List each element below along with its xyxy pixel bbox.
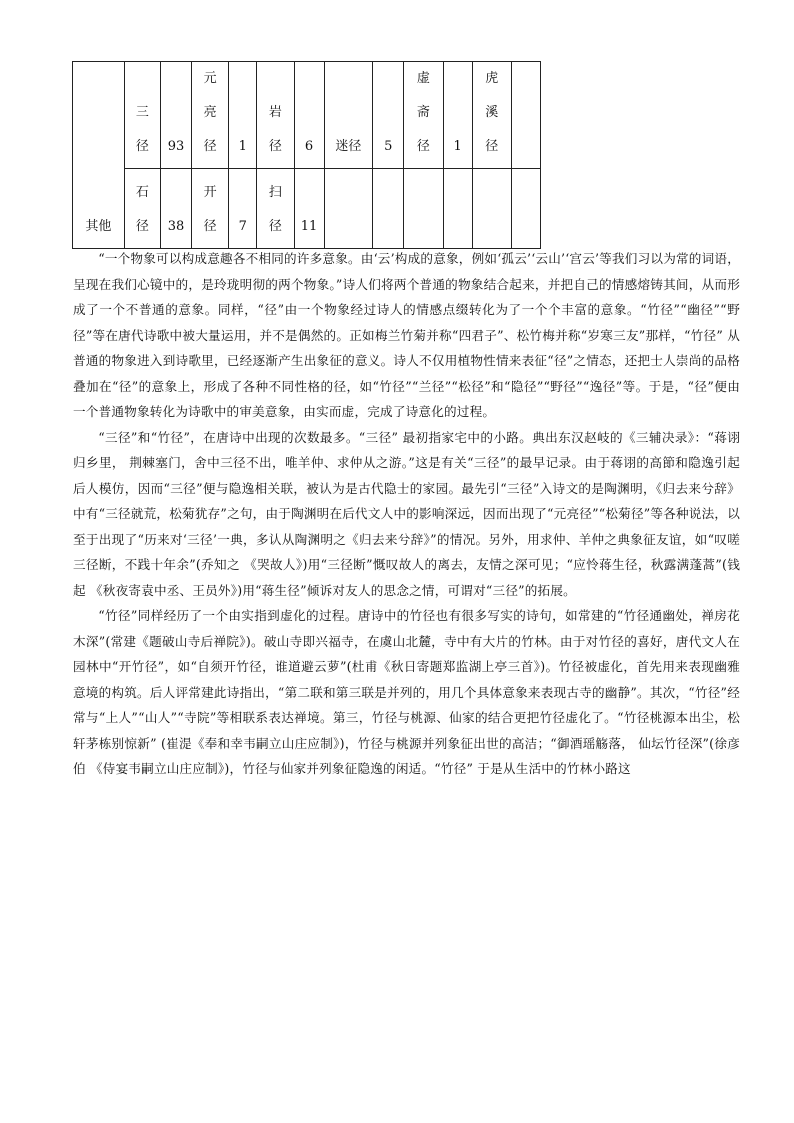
term-cell: 岩 径 — [257, 62, 294, 169]
empty-cell — [511, 169, 540, 249]
paragraph-1: “一个物象可以构成意趣各不相同的许多意象。由‘云’构成的意象，例如‘孤云’‘云山’‘宫云’等我们习以为常的词语，呈现在我们心镜中的，是玲珑明彻的两个物象。”诗人们将两个普通的物象结合起来，并把自己的情感熔铸其间，从而形成了一个不普通的意象。同样，“径”由一个物象经过诗人的情感点缀转化为了一个个丰富的意象。“竹径”“幽径”“野径”等在唐代诗歌中被大量运用，并不是偶然的。正如梅兰竹菊并称“四君子”、松竹梅并称“岁寒三友”那样，“竹径” 从普通的物象进入到诗歌里，已经逐渐产生出象征的意义。诗人不仅用植物性情来表征“径”之情态，还把士人崇尚的品格叠加在“径”的意象上，形成了各种不同性格的径，如“竹径”“兰径”“松径”和“隐径”“野径”“逸径”等。于是，“径”便由一个普通物象转化为诗歌中的审美意象，由实而虚，完成了诗意化的过程。 — [73, 251, 740, 419]
count-cell: 7 — [229, 169, 257, 249]
count-cell: 1 — [443, 62, 472, 169]
count-cell: 38 — [161, 169, 192, 249]
empty-cell — [324, 169, 373, 249]
empty-cell — [443, 169, 472, 249]
path-frequency-table — [72, 61, 541, 249]
count-cell: 93 — [161, 62, 192, 169]
term-cell: 虚 斋 径 — [404, 62, 443, 169]
count-cell: 6 — [294, 62, 324, 169]
table-row — [73, 62, 541, 169]
empty-cell — [472, 169, 511, 249]
term-cell: 石 径 — [124, 169, 160, 249]
count-cell — [511, 62, 540, 169]
empty-cell — [373, 169, 404, 249]
count-cell: 1 — [229, 62, 257, 169]
paragraph-3: “竹径”同样经历了一个由实指到虚化的过程。唐诗中的竹径也有很多写实的诗句，如常建的“竹径通幽处，禅房花木深”(常建《题破山寺后禅院》)。破山寺即兴福寺，在虞山北麓，寺中有大片的竹林。由于对竹径的喜好，唐代文人在园林中“开竹径”，如“自须开竹径，谁道避云萝”(杜甫《秋日寄题郑监湖上亭三首》)。竹径被虚化，首先用来表现幽雅意境的构筑。后人评常建此诗指出，“第二联和第三联是并列的，用几个具体意象来表现古寺的幽静”。其次，“竹径”经常与“上人”“山人”“寺院”等相联系表达禅境。第三，竹径与桃源、仙家的结合更把竹径虚化了。“竹径桃源本出尘，松轩茅栋别惊新” (崔湜《奉和幸韦嗣立山庄应制》)，竹径与桃源并列象征出世的高洁；“御酒瑶觞落， 仙坛竹径深”(徐彦伯 《侍宴韦嗣立山庄应制》)，竹径与仙家并列象征隐逸的闲适。“竹径” 于是从生活中的竹林小路这 — [73, 608, 740, 776]
article-body — [73, 246, 740, 782]
term-cell: 开 径 — [192, 169, 229, 249]
table-row — [73, 169, 541, 249]
term-cell: 元 亮 径 — [192, 62, 229, 169]
empty-cell — [404, 169, 443, 249]
count-cell: 11 — [294, 169, 324, 249]
term-cell: 虎 溪 径 — [472, 62, 511, 169]
term-cell: 三 径 — [124, 62, 160, 169]
row-label-cell — [73, 62, 125, 249]
row-label: 其他 — [85, 219, 112, 234]
term-cell: 扫 径 — [257, 169, 294, 249]
paragraph-2: “三径”和“竹径”，在唐诗中出现的次数最多。“三径” 最初指家宅中的小路。典出东汉赵岐的《三辅决录》：“蒋诩归乡里， 荆棘塞门，舍中三径不出，唯羊仲、求仲从之游。”这是有关“三径”的最早记录。由于蒋诩的高節和隐逸引起后人模仿，因而“三径”便与隐逸相关联，被认为是古代隐士的家园。最先引“三径”入诗文的是陶渊明，《归去来兮辞》 中有“三径就荒，松菊犹存”之句，由于陶渊明在后代文人中的影响深远，因而出现了“元亮径”“松菊径”等各种说法，以至于出现了“历来对‘三径’一典，多认从陶渊明之《归去来兮辞》”的情况。另外，用求仲、羊仲之典象征友谊，如“叹嗟三径断，不践十年余”(乔知之 《哭故人》)用“三径断”慨叹故人的离去，友情之深可见；“应怜蒋生径，秋露满蓬蒿”(钱起 《秋夜寄袁中丞、王员外》)用“蒋生径”倾诉对友人的思念之情，可谓对“三径”的拓展。 — [73, 429, 740, 598]
count-cell: 5 — [373, 62, 404, 169]
term-cell: 迷径 — [324, 62, 373, 169]
